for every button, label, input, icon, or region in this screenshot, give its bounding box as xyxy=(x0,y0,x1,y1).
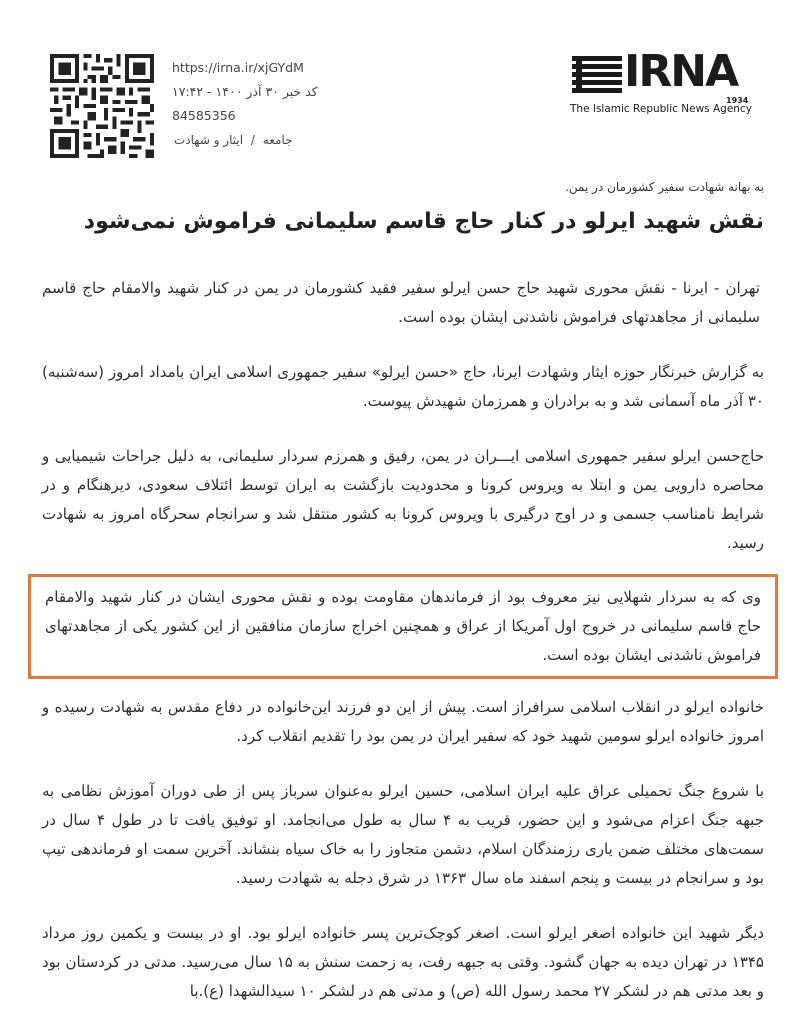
logo-year: 1934 xyxy=(726,96,749,105)
article-paragraph: حاج‌حسن ایرلو سفیر جمهوری اسلامی ایـــران در یمن، رفیق و همرزم سردار سلیمانی، به دلیل جراحات شیمیایی و محاصره دارویی یمن و ابتلا به ویروس کرونا و محدودیت بازگشت به ایران توسط ائتلاف سعودی، دیرهنگام و در شرایط نامناسب جسمی و در اوج درگیری با ویروس کرونا به کشور منتقل شد و سرانجام سحرگاه امروز به شهادت رسید. xyxy=(42,447,764,552)
breadcrumb-item-society[interactable]: جامعه xyxy=(262,133,293,147)
article-paragraph: به گزارش خبرنگار حوزه ایثار وشهادت ایرنا، حاج «حسن ایرلو» سفیر جمهوری اسلامی ایران بامداد امروز (سه‌شنبه) ۳۰ آذر ماه آسمانی شد و به برادران و همرزمان شهیدش پیوست. xyxy=(42,363,764,410)
news-meta xyxy=(172,56,372,152)
news-date xyxy=(172,80,372,104)
highlighted-paragraph: وی که به سردار شهلایی نیز معروف بود از فرماندهان مقاومت بوده و نقش محوری ایشان در کنار شهید والامقام حاج قاسم سلیمانی در خروج اول آمریکا از عراق و همچنین اخراج سازمان منافقین از این کشور یکی از مجاهدتهای فراموش ناشدنی ایشان بوده است. xyxy=(28,574,778,679)
article-paragraph: دیگر شهید این خانواده اصغر ایرلو است. اصغر کوچک‌ترین پسر خانواده ایرلو بود. او در بیست و یکمین روز مرداد ۱۳۴۵ در تهران دیده به جهان گشود. وقتی به جبهه رفت، به زحمت سنش به ۱۵ سال می‌رسید. مدتی در کردستان بود و بعد مدتی هم در لشکر ۲۷ محمد رسول الله (ص) و مدتی هم در لشکر ۱۰ سیدالشهدا (ع).با xyxy=(42,924,764,1000)
logo-wordmark: IRNA xyxy=(624,46,738,97)
article-kicker: به بهانه شهادت سفیر کشورمان در یمن. xyxy=(565,180,764,194)
breadcrumb-separator: / xyxy=(250,133,255,147)
news-id: 84585356 xyxy=(172,108,236,123)
logo-tagline: The Islamic Republic News Agency xyxy=(570,103,752,115)
news-code-label: کد خبر xyxy=(282,84,318,99)
article-paragraph: خانواده ایرلو در انقلاب اسلامی سرافراز است. پیش از این دو فرزند این‌خانواده در دفاع مقدس به شهادت رسیده و امروز خانواده ایرلو سومین شهید خود که سفیر ایران در یمن بود را تقدیم انقلاب کرد. xyxy=(42,698,764,745)
article-lead: تهران - ایرنا - نقش محوری شهید حاج حسن ایرلو سفیر فقید کشورمان در یمن در کنار شهید والامقام حاج قاسم سلیمانی از مجاهدتهای فراموش ناشدنی ایشان بوده است. xyxy=(42,279,760,326)
short-url[interactable]: https://irna.ir/xjGYdM xyxy=(172,60,304,75)
qr-code xyxy=(50,54,154,158)
breadcrumb-item-sacrifice[interactable]: ایثار و شهادت xyxy=(174,133,244,147)
breadcrumb xyxy=(172,128,372,152)
news-date-time: ۳۰ آذر ۱۴۰۰ - ۱۷:۴۲ xyxy=(172,84,279,99)
article-paragraph: با شروع جنگ تحمیلی عراق علیه ایران اسلامی، حسین ایرلو به‌عنوان سرباز پس از طی دوران آموزش نظامی به جبهه جنگ اعزام می‌شود و این حضور، قریب به ۴ سال به طول می‌انجامد. او توفیق یافت تا در طول ۴ سال در سمت‌های مختلف ضمن یاری رزمندگان اسلام، دشمن متجاوز را به خاک سیاه بنشاند. آخرین سمت او فرماندهی تیپ بود و سرانجام در بیست و پنجم اسفند ماه سال ۱۳۶۳ در شرق دجله به شهادت رسید. xyxy=(42,782,764,887)
article-headline: نقش شهید ایرلو در کنار حاج قاسم سلیمانی فراموش نمی‌شود xyxy=(83,209,764,234)
article xyxy=(42,172,764,1006)
irna-logo xyxy=(566,46,766,124)
